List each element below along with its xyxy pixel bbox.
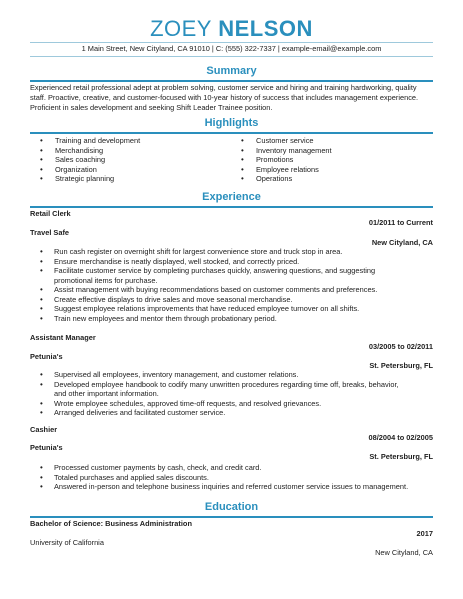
contact-line: 1 Main Street, New Cityland, CA 91010 | C: (555) 322-7337 | example-email@example.com (81, 44, 382, 53)
highlights-rule (30, 132, 433, 134)
list-item: • Operations (241, 174, 431, 184)
highlights-left-list (40, 136, 230, 184)
list-item: • Sales coaching (40, 155, 230, 165)
job-company: Petunia's (30, 443, 63, 452)
header-divider-bottom (30, 56, 433, 57)
job-location: St. Petersburg, FL (369, 361, 433, 370)
list-item: • Organization (40, 165, 230, 175)
summary-rule (30, 80, 433, 82)
job-title: Assistant Manager (30, 333, 96, 342)
job-bullet-item: • Arranged deliveries and facilitated customer service. (40, 408, 433, 418)
list-item: • Merchandising (40, 146, 230, 156)
job-bullet-item: • Facilitate customer service by completing purchases quickly, answering questions, and suggesting (40, 266, 433, 276)
highlights-right-list (241, 136, 431, 184)
education-year: 2017 (416, 529, 433, 538)
job-dates: 08/2004 to 02/2005 (368, 433, 433, 442)
list-item: • Inventory management (241, 146, 431, 156)
experience-rule (30, 206, 433, 208)
job-bullet-item: • Train new employees and mentor them through probationary period. (40, 314, 433, 324)
job-bullet-item: • Run cash register on overnight shift for largest convenience store and truck stop in area. (40, 247, 433, 257)
job-title: Retail Clerk (30, 209, 71, 218)
job-location: New Cityland, CA (371, 238, 433, 247)
last-name: NELSON (218, 16, 313, 41)
job-bullet-item: • Supervised all employees, inventory management, and customer relations. (40, 370, 433, 380)
degree (30, 519, 192, 529)
job-bullet-item: • Ensure merchandise is neatly displayed, well stocked, and correctly priced. (40, 257, 433, 267)
job-bullets (40, 463, 433, 492)
job-bullet-item: • Processed customer payments by cash, check, and credit card. (40, 463, 433, 473)
candidate-name (30, 16, 433, 42)
job-bullets (40, 247, 433, 323)
job-bullet-item: • Answered in-person and telephone business inquiries and referred customer service issues to management. (40, 482, 433, 492)
job-company: Petunia's (30, 352, 63, 361)
summary-heading: Summary (206, 65, 257, 77)
experience-heading: Experience (202, 191, 261, 203)
job-bullet-item: • Wrote employee schedules, approved time-off requests, and resolved grievances. (40, 399, 433, 409)
list-item: • Employee relations (241, 165, 431, 175)
header-divider-top (30, 42, 433, 43)
education-rule (30, 516, 433, 518)
school-name: University of California (30, 538, 104, 547)
job-company: Travel Safe (30, 228, 70, 237)
job-bullet-item: • Totaled purchases and applied sales discounts. (40, 473, 433, 483)
highlights-heading: Highlights (204, 117, 259, 129)
education-heading: Education (204, 501, 259, 513)
job-bullet-item: • Assist management with buying recommendations based on customer comments and preferences. (40, 285, 433, 295)
list-item: • Strategic planning (40, 174, 230, 184)
job-bullet-item: promotional items for purchase. (54, 275, 158, 285)
list-item: • Customer service (241, 136, 431, 146)
job-bullets (40, 370, 433, 418)
first-name: ZOEY (150, 16, 212, 41)
job-bullet-item: • Developed employee handbook to codify many unwritten procedures regarding time off, breaks, behavior, (40, 380, 433, 390)
job-dates: 03/2005 to 02/2011 (368, 342, 433, 351)
list-item: • Training and development (40, 136, 230, 146)
job-bullet-item: • Suggest employee relations improvements that have reduced employee turnover on all shifts. (40, 304, 433, 314)
degree-field: : Business Administration (100, 519, 192, 528)
job-dates: 01/2011 to Current (368, 218, 433, 227)
job-bullet-item: and other important information. (54, 389, 159, 398)
degree-type: Bachelor of Science (30, 519, 101, 528)
job-title: Cashier (30, 425, 58, 434)
list-item: • Promotions (241, 155, 431, 165)
job-bullet-item: • Create effective displays to drive sales and move seasonal merchandise. (40, 295, 433, 305)
job-location: St. Petersburg, FL (369, 452, 433, 461)
summary-text: Experienced retail professional adept at problem solving, customer service and hiring and training hardworking, quality staff. Proactive, creative, and customer-focused with 10-year history of success that includes management experience. Proficient in sales development and seeking Shift Leader Trainee position. (30, 83, 419, 112)
education-location: New Cityland, CA (375, 548, 433, 557)
